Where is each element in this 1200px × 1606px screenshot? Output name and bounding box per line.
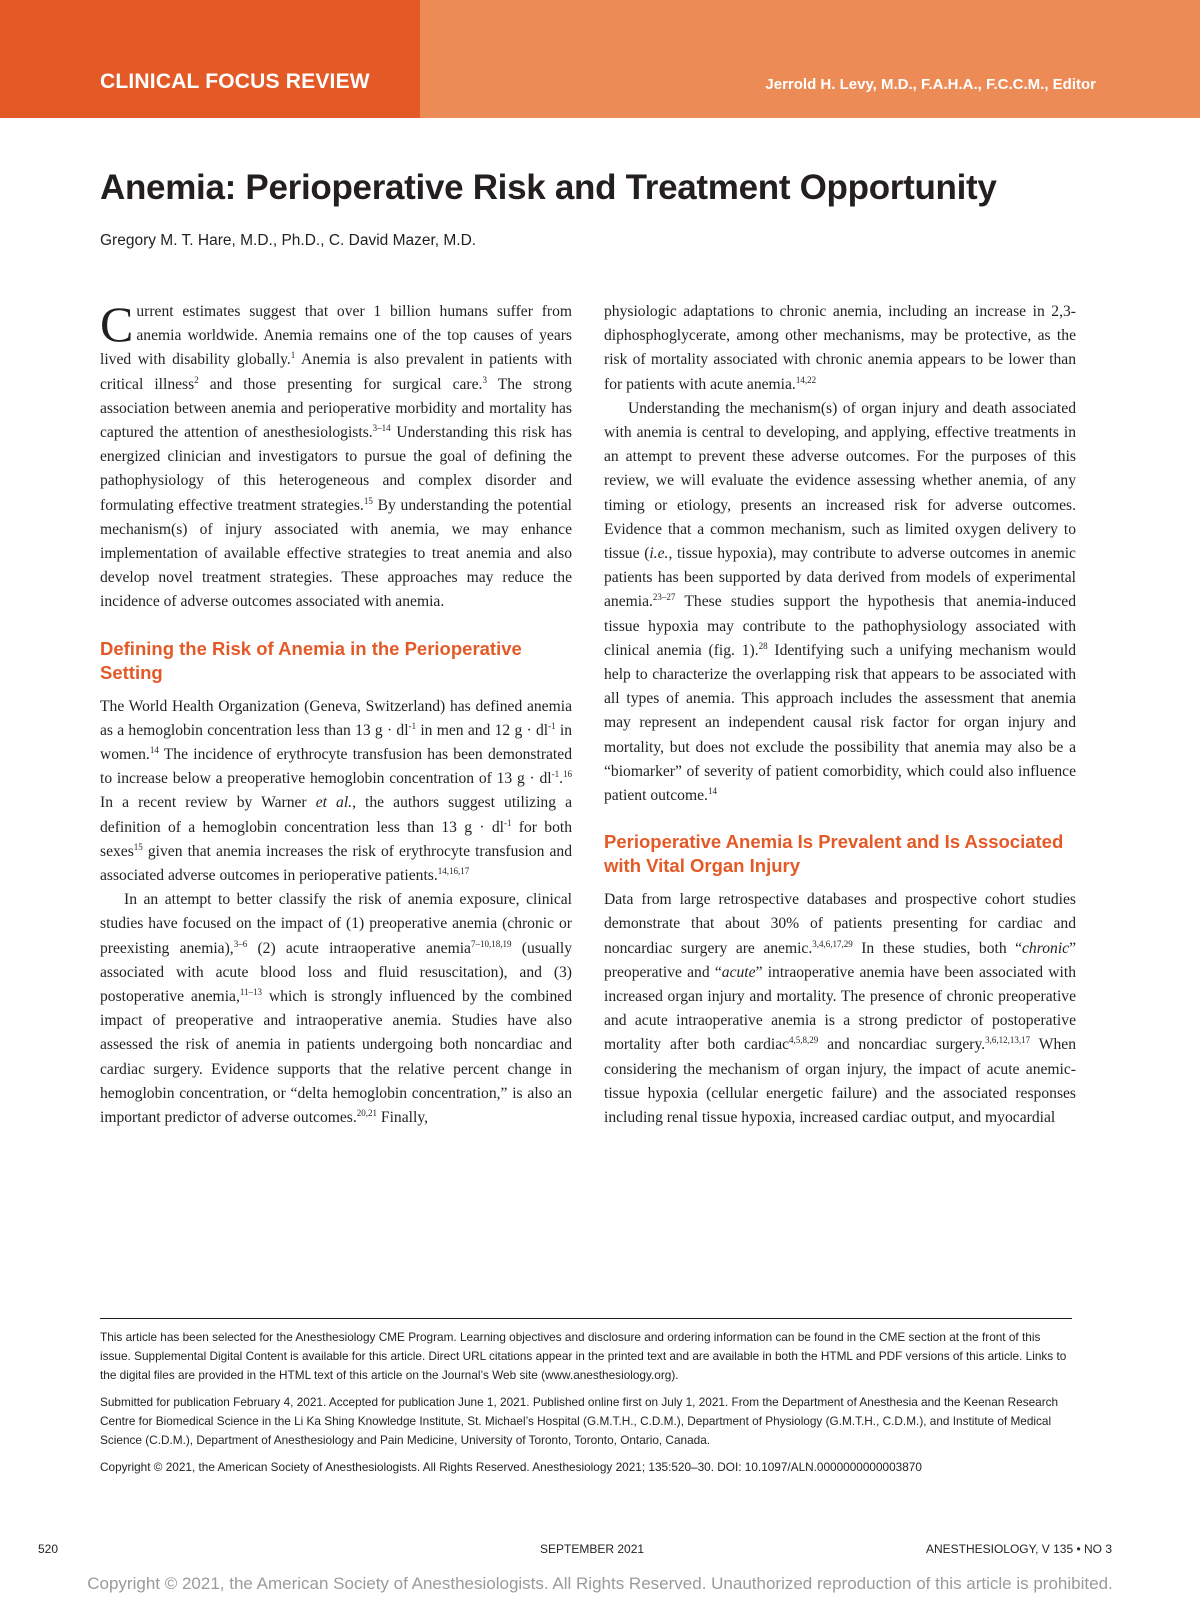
citation: 14,22 (795, 374, 817, 385)
citation: 15 (363, 495, 373, 506)
citation: 14 (707, 785, 717, 796)
footnote-submitted: Submitted for publication February 4, 2021. Accepted for publication June 1, 2021. Published online first on July 1, 2021. From the Department of Anesthesia and the Keenan Research Centre for Biomedical Science in the Li Ka Shing Knowledge Institute, St. Michael’s Hospital (G.M.T.H., C.D.M.), Department of Physiology (G.M.T.H., C.D.M.), and Institute of Medical Science (C.D.M.), Department of Anesthesiology and Pain Medicine, University of Toronto, Toronto, Ontario, Canada. (100, 1395, 1059, 1447)
journal-volume: ANESTHESIOLOGY, V 135 • NO 3 (925, 1542, 1112, 1556)
citation: 3 (482, 374, 487, 385)
citation: 28 (758, 640, 768, 651)
issue-date: SEPTEMBER 2021 (540, 1542, 645, 1556)
footnotes (100, 1328, 1072, 1485)
citation: 2 (194, 374, 199, 385)
citation: -1 (408, 720, 417, 731)
footnote-copyright: Copyright © 2021, the American Society of Anesthesiologists. All Rights Reserved. Anesthesiology 2021; 135:520–30. DOI: 10.1097/ALN.0000000000003870 (100, 1460, 922, 1474)
article-title: Anemia: Perioperative Risk and Treatment Opportunity (100, 168, 997, 207)
article-authors: Gregory M. T. Hare, M.D., Ph.D., C. David Mazer, M.D. (100, 232, 477, 249)
citation: 7–10,18,19 (470, 938, 512, 949)
citation: 16 (563, 769, 572, 780)
footnote-cme: This article has been selected for the Anesthesiology CME Program. Learning objectives and disclosure and ordering information can be found in the CME section at the front of this issue. Supplemental Digital Content is available for this article. Direct URL citations appear in the printed text and are available in both the HTML and PDF versions of this article. Links to the digital files are provided in the HTML text of this article on the Journal’s Web site (www.anesthesiology.org). (100, 1330, 1067, 1382)
body-paragraph: physiologic adaptations to chronic anemia, including an increase in 2,3-diphosphoglycerate, among other mechanisms, may be protective, as the risk of mortality associated with chronic anemia appears to be lower than for patients with acute anemia.$^{14,22}$ (604, 303, 1076, 393)
drop-cap: C (100, 296, 134, 352)
citation: 1 (290, 350, 296, 361)
citation: 15 (133, 841, 143, 852)
body-paragraph: In an attempt to better classify the risk of anemia exposure, clinical studies have focused on the impact of (1) preoperative anemia (chronic or preexisting anemia),$^{3-6}$ (2) acute intraoperative anemia$^{7-10,18,19}$ (usually associated with acute blood loss and fluid resuscitation), and (3) postoperative anemia,$^{11-13}$ which is strongly influenced by the combined impact of preoperative and intraoperative anemia. Studies have also assessed the risk of anemia in patients undergoing both noncardiac and cardiac surgery. Evidence supports that the relative percent change in hemoglobin concentration, or “delta hemoglobin concentration,” is also an important predictor of adverse outcomes.$^{20,21}$ Finally, (100, 891, 572, 1127)
section-heading: Perioperative Anemia Is Prevalent and Is Associated with Vital Organ Injury (604, 831, 1064, 877)
citation: 14 (149, 744, 159, 755)
right-column (604, 300, 1076, 1130)
citation: 3–6 (233, 938, 248, 949)
citation: 23–27 (652, 592, 676, 603)
banner-right-block (420, 0, 1200, 118)
intro-paragraph: Current estimates suggest that over 1 billion humans suffer from anemia worldwide. Anemia remains one of the top causes of years lived with disability globally.$^1$ Anemia is also prevalent in patients with critical illness$^2$ and those presenting for surgical care.$^3$ The strong association between anemia and perioperative morbidity and mortality has captured the attention of anesthesiologists.$^{3-14}$ Understanding this risk has energized clinician and investigators to pursue the goal of defining the pathophysiology of this heterogeneous and complex disorder and formulating effective treatment strategies.$^{15}$ By understanding the potential mechanism(s) of injury associated with anemia, we may enhance implementation of available effective strategies to treat anemia and also develop novel treatment strategies. These approaches may reduce the incidence of adverse outcomes associated with anemia. (100, 296, 572, 611)
citation: 4,5,8,29 (789, 1035, 819, 1046)
copyright-notice: Copyright © 2021, the American Society of Anesthesiologists. All Rights Reserved. Unauthorized reproduction of this article is prohibited. (87, 1574, 1113, 1593)
citation: 14,16,17 (437, 865, 470, 876)
citation: -1 (548, 720, 556, 731)
page-number: 520 (38, 1542, 59, 1556)
citation: 3–14 (372, 422, 391, 433)
citation: 20,21 (356, 1107, 378, 1118)
body-paragraph: The World Health Organization (Geneva, Switzerland) has defined anemia as a hemoglobin concentration less than 13 $g \cdot dl^{-1}$ in men and 12 $g \cdot dl^{-1}$ in women.$^{14}$ The incidence of erythrocyte transfusion has been demonstrated to increase below a preoperative hemoglobin concentration of 13 $g \cdot dl^{-1}.^{16}$ In a recent review by Warner et al., the authors suggest utilizing a definition of a hemoglobin concentration less than 13 $g \cdot dl^{-1}$ for both sexes$^{15}$ given that anemia increases the risk of erythrocyte transfusion and associated adverse outcomes in perioperative patients.$^{14,16,17}$ (100, 697, 572, 885)
citation: -1 (503, 817, 512, 828)
section-heading: Defining the Risk of Anemia in the Perioperative Setting (100, 637, 522, 683)
section-label: CLINICAL FOCUS REVIEW (100, 70, 370, 93)
left-column (100, 296, 572, 1130)
citation: 11–13 (239, 986, 263, 997)
banner-left-block (0, 0, 420, 118)
footnote-divider (100, 1318, 1072, 1319)
editor-label: Jerrold H. Levy, M.D., F.A.H.A., F.C.C.M., Editor (765, 76, 1096, 93)
body-paragraph: Understanding the mechanism(s) of organ injury and death associated with anemia is central to developing, and applying, effective treatments in an attempt to prevent these adverse outcomes. For the purposes of this review, we will evaluate the evidence assessing whether anemia, of any timing or etiology, presents an increased risk for adverse outcomes. Evidence that a common mechanism, such as limited oxygen delivery to tissue (i.e., tissue hypoxia), may contribute to adverse outcomes in anemic patients has been supported by data derived from models of experimental anemia.$^{23-27}$ These studies support the hypothesis that anemia-induced tissue hypoxia may contribute to the pathophysiology associated with clinical anemia (fig. 1).$^{28}$ Identifying such a unifying mechanism would help to characterize the overlapping risk that appears to be associated with all types of anemia. This approach includes the assessment that anemia may represent an independent causal risk factor for organ injury and mortality, but does not exclude the possibility that anemia may also be a “biomarker” of severity of patient comorbidity, which could also influence patient outcome.$^{14}$ (604, 399, 1076, 805)
citation: 3,6,12,13,17 (985, 1035, 1031, 1046)
body-paragraph: Data from large retrospective databases and prospective cohort studies demonstrate that about 30% of patients presenting for cardiac and noncardiac surgery are anemic.$^{3,4,6,17,29}$ In these studies, both “chronic” preoperative and “acute” intraoperative anemia have been associated with increased organ injury and mortality. The presence of chronic preoperative and acute intraoperative anemia is a strong predictor of postoperative mortality after both cardiac$^{4,5,8,29}$ and noncardiac surgery.$^{3,6,12,13,17}$ When considering the mechanism of organ injury, the impact of acute anemic-tissue hypoxia (cellular energetic failure) and the associated responses including renal tissue hypoxia, increased cardiac output, and myocardial (604, 891, 1077, 1127)
citation: -1 (551, 769, 560, 780)
header-banner (0, 0, 1200, 118)
citation: 3,4,6,17,29 (812, 938, 853, 949)
